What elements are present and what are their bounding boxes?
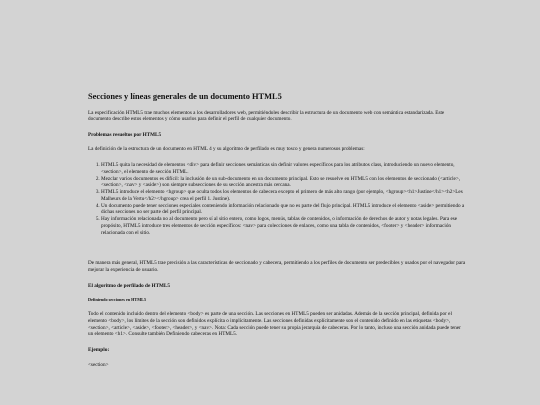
list-item: 5. Hay información relacionada no al documento pero sí al sitio entero, como logos, menús, tablas de contenidos, o información de derechos de autor y notas legales. Para ese propósito, HTML5 introduce tres elementos de sección específicos: <nav> para colecciones de enlaces, como una tabla de contenidos, <footer> y <header> información relacionada con el sitio. <box>101 216 466 236</box>
code-line: <section> <box>88 361 109 368</box>
section-heading-algorithm: El algoritmo de perfilado de HTML5 <box>88 282 170 289</box>
sections-paragraph: Todo el contenido incluido dentro del elemento <body> es parte de una sección. Las secciones en HTML5 pueden ser anidadas. Además de la sección principal, definida por el elemento <body>, los límites de la sección son definidos explícita o implícitamente. Las secciones definidas explícitamente son el contenido definido en las etiquetas <body>, <section>, <article>, <aside>, <footer>, <header>, y <nav>. Nota: Cada sección puede tener su propia jerarquía de cabeceras. Por lo tanto, incluso una sección anidada puede tener un elemento <h1>. Consulte también Definiendo cabeceras en HTML5. <box>88 311 461 338</box>
list-item: 1. HTML5 quita la necesidad de elementos <div> para definir secciones semánticas sin definir valores específicos para los atributos class, introduciendo un nuevo elemento, <section>, el elemento de sección HTML. <box>101 162 466 176</box>
subsection-heading: Definiendo secciones en HTML5 <box>88 297 147 303</box>
list-item: 2. Mezclar varios documentos es difícil: la inclusión de un sub-documento en un documento principal. Esto se resuelve en HTML5 con los elementos de seccionado (<article>, <section>, <nav> y <aside>) son siempre subsecciones de su sección ancestra más cercana. <box>101 176 466 190</box>
closing-paragraph: De manera más general, HTML5 trae precisión a las características de seccionado y cabecera, permitiendo a los perfiles de documento ser predecibles y usados por el navegador para mejorar la experiencia de usuario. <box>88 260 466 274</box>
document-title: Secciones y líneas generales de un documento HTML5 <box>88 92 282 101</box>
intro-paragraph: La especificación HTML5 trae muchos elementos a los desarrolladores web, permitiéndoles describir la estructura de un documento web con semántica estandarizada. Este documento describe estos elementos y cómo usarlos para definir el perfil de cualquier documento. <box>88 109 445 123</box>
list-item: 3. HTML5 introduce el elemento <hgroup> que oculta todos los elementos de cabecera excepto el primero de más alto rango (por ejemplo, <hgroup><h1>Justine</h1><h2>Les Malheurs de la Vertu</h2></hgroup> crea el perfil 1. Justine). <box>101 189 466 203</box>
section-heading-problems: Problemas resueltos por HTML5 <box>88 132 162 139</box>
problems-paragraph: La definición de la estructura de un documento en HTML 4 y su algoritmo de perfilado es muy tosco y genera numerosos problemas: <box>88 146 365 153</box>
list-item: 4. Un documento puede tener secciones especiales conteniendo información relacionado que no es parte del flujo principal. HTML5 introduce el elemento <aside> permitiendo a dichas secciones no ser parte del perfil principal. <box>101 203 466 217</box>
problems-list <box>88 162 466 236</box>
document-body <box>88 92 466 368</box>
example-heading: Ejemplo: <box>88 347 110 354</box>
